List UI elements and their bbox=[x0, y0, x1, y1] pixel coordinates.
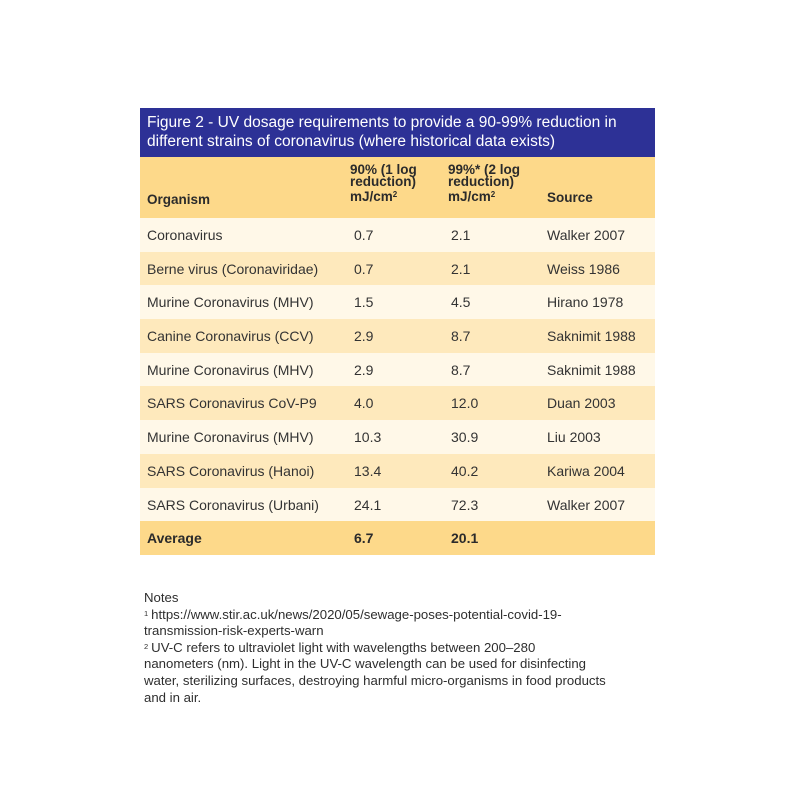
table-row bbox=[140, 319, 655, 353]
cell-99: 40.2 bbox=[451, 462, 479, 479]
table-row bbox=[140, 218, 655, 252]
cell-90: 13.4 bbox=[354, 462, 382, 479]
header-99-line1: 99%* (2 log bbox=[448, 162, 521, 177]
table-row bbox=[140, 285, 655, 319]
header-99-unit-sup: 2 bbox=[490, 190, 496, 199]
uv-dosage-figure bbox=[140, 108, 655, 555]
cell-source: Weiss 1986 bbox=[547, 260, 620, 277]
cell-99: 2.1 bbox=[451, 227, 471, 243]
cell-90: 10.3 bbox=[354, 429, 382, 446]
cell-90: 2.9 bbox=[354, 328, 374, 345]
notes-section bbox=[144, 590, 664, 706]
cell-organism: Murine Coronavirus (MHV) bbox=[147, 429, 314, 446]
average-row bbox=[140, 521, 655, 555]
note-2-line-4: and in air. bbox=[144, 689, 202, 705]
cell-source: Saknimit 1988 bbox=[547, 361, 636, 378]
note-2-line-3: water, sterilizing surfaces, destroying harmful micro-organisms in food products bbox=[144, 672, 606, 688]
cell-source: Liu 2003 bbox=[547, 429, 601, 446]
table-row bbox=[140, 420, 655, 454]
note-2-marker: 2 bbox=[144, 641, 149, 651]
cell-90: 2.9 bbox=[354, 361, 374, 378]
table-row bbox=[140, 386, 655, 420]
header-90-unit-text: mJ/cm bbox=[350, 189, 393, 204]
average-label: Average bbox=[147, 530, 202, 547]
table-row bbox=[140, 488, 655, 522]
cell-organism: Murine Coronavirus (MHV) bbox=[147, 294, 314, 311]
average-90: 6.7 bbox=[354, 530, 374, 547]
cell-99: 30.9 bbox=[451, 429, 479, 446]
note-1 bbox=[144, 607, 664, 624]
cell-99: 8.7 bbox=[451, 361, 471, 378]
header-90-percent bbox=[350, 164, 430, 203]
cell-90: 24.1 bbox=[354, 496, 382, 513]
note-2-line-2: nanometers (nm). Light in the UV-C wavelength can be used for disinfecting bbox=[144, 656, 587, 672]
table-row bbox=[140, 252, 655, 286]
caption-line-1: Figure 2 - UV dosage requirements to provide a 90-99% reduction in bbox=[147, 114, 617, 131]
cell-99: 8.7 bbox=[451, 328, 471, 345]
cell-organism: Coronavirus bbox=[147, 227, 223, 243]
header-99-unit-text: mJ/cm bbox=[448, 189, 491, 204]
table-body bbox=[140, 218, 655, 555]
cell-source: Duan 2003 bbox=[547, 395, 616, 412]
header-source: Source bbox=[547, 190, 593, 205]
note-1-marker: 1 bbox=[144, 608, 149, 618]
cell-organism: Berne virus (Coronaviridae) bbox=[147, 260, 319, 277]
cell-organism: Murine Coronavirus (MHV) bbox=[147, 361, 314, 378]
cell-source: Hirano 1978 bbox=[547, 294, 624, 311]
average-99: 20.1 bbox=[451, 530, 479, 547]
header-99-line2: reduction) bbox=[448, 174, 514, 189]
table-row bbox=[140, 353, 655, 387]
header-90-line1: 90% (1 log bbox=[350, 162, 417, 177]
cell-90: 4.0 bbox=[354, 395, 374, 412]
cell-source: Saknimit 1988 bbox=[547, 328, 636, 345]
note-2-line-1: UV-C refers to ultraviolet light with wavelengths between 200–280 bbox=[151, 639, 536, 655]
notes-title: Notes bbox=[144, 590, 179, 605]
cell-source: Walker 2007 bbox=[547, 496, 626, 513]
cell-organism: SARS Coronavirus (Hanoi) bbox=[147, 462, 315, 479]
table-header bbox=[140, 157, 655, 218]
header-99-percent bbox=[448, 164, 528, 203]
caption-line-2: different strains of coronavirus (where historical data exists) bbox=[147, 133, 556, 150]
cell-organism: SARS Coronavirus (Urbani) bbox=[147, 496, 319, 513]
table-row bbox=[140, 454, 655, 488]
cell-99: 72.3 bbox=[451, 496, 479, 513]
cell-organism: Canine Coronavirus (CCV) bbox=[147, 328, 314, 345]
header-90-line2: reduction) bbox=[350, 174, 416, 189]
note-1-line-2: transmission-risk-experts-warn bbox=[144, 623, 324, 639]
note-2 bbox=[144, 640, 664, 657]
note-1-line-1: https://www.stir.ac.uk/news/2020/05/sewage-poses-potential-covid-19- bbox=[151, 606, 562, 622]
header-90-unit bbox=[350, 191, 430, 203]
cell-90: 0.7 bbox=[354, 227, 374, 243]
cell-90: 1.5 bbox=[354, 294, 374, 311]
cell-90: 0.7 bbox=[354, 260, 374, 277]
cell-source: Walker 2007 bbox=[547, 227, 626, 243]
header-99-unit bbox=[448, 191, 528, 203]
cell-99: 4.5 bbox=[451, 294, 471, 311]
figure-caption bbox=[140, 108, 655, 157]
cell-99: 2.1 bbox=[451, 260, 471, 277]
cell-source: Kariwa 2004 bbox=[547, 462, 625, 479]
cell-99: 12.0 bbox=[451, 395, 479, 412]
header-organism: Organism bbox=[147, 192, 211, 207]
header-90-unit-sup: 2 bbox=[392, 190, 398, 199]
cell-organism: SARS Coronavirus CoV-P9 bbox=[147, 395, 317, 412]
